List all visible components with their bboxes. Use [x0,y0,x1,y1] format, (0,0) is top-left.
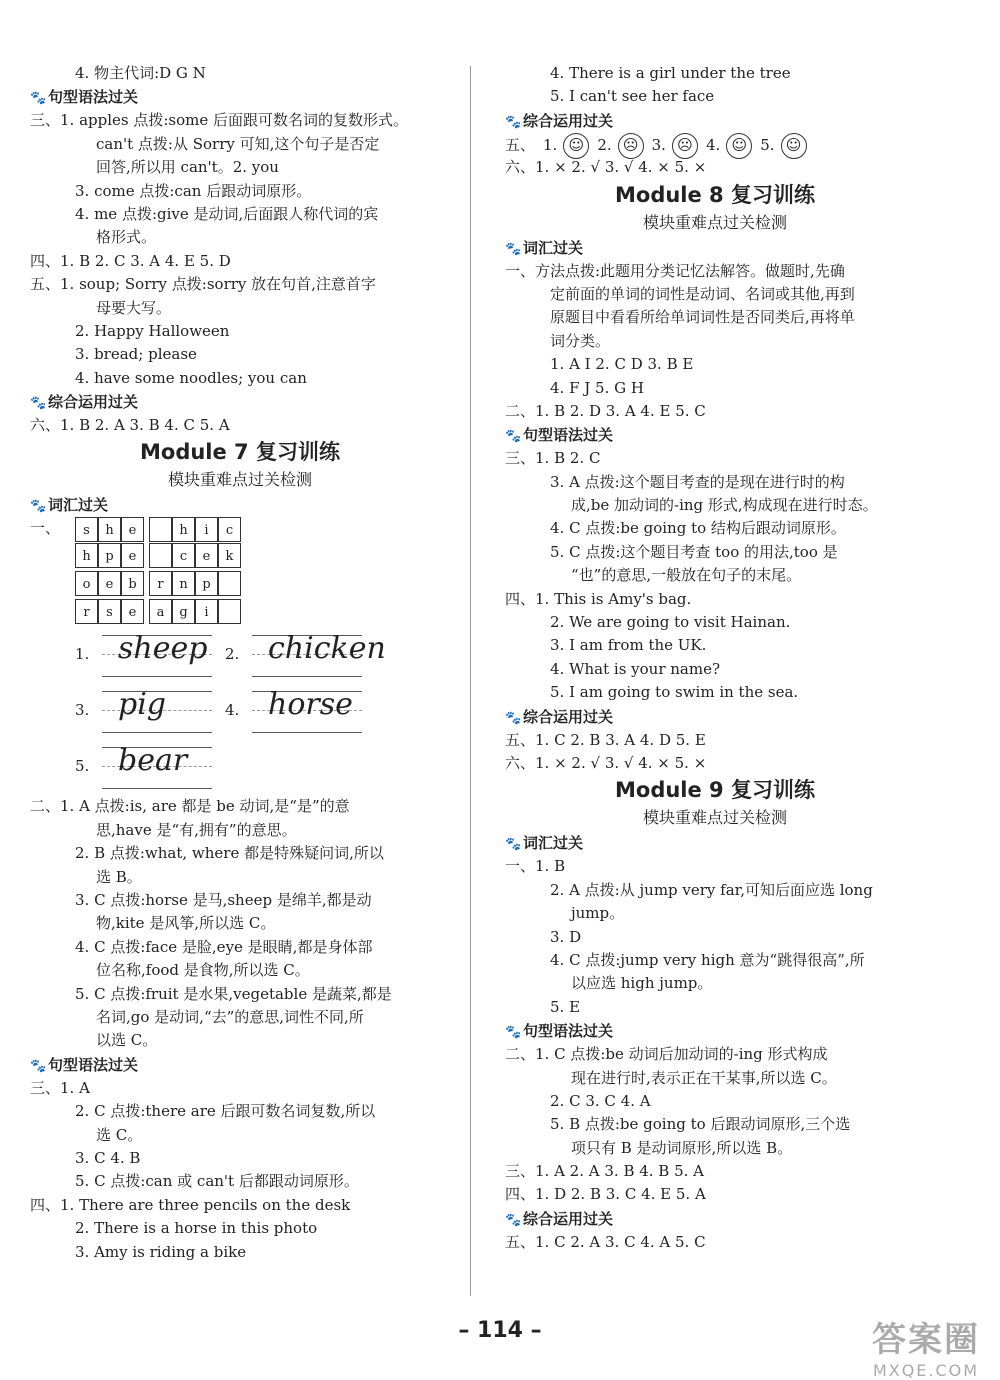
answer-line: 名词,go 是动词,“去”的意思,词性不同,所 [96,1007,364,1026]
paw-icon: 🐾 [30,1058,47,1074]
page-number: – 114 – [458,1318,542,1343]
module-title: Module 8 复习训练 [615,182,815,207]
section-heading: 🐾 句型语法过关 [505,423,925,447]
answer-line: 成,be 加动词的-ing 形式,构成现在进行时态。 [571,496,878,515]
grid-cell: b [121,571,144,596]
grid-cell: r [149,571,172,596]
grid-cell: i [195,517,218,542]
write-row [30,627,450,683]
section-heading: 🐾 句型语法过关 [30,85,450,109]
paw-icon: 🐾 [505,241,522,257]
answer-line: 4. have some noodles; you can [75,368,307,387]
left-column [30,62,450,1264]
grid-cell: g [172,599,195,624]
answer-line: 词分类。 [550,331,611,350]
answer-line: 4. C 点拨:be going to 结构后跟动词原形。 [550,519,846,538]
sad-face-icon: ☹ [618,133,644,159]
right-column [505,62,925,1254]
grid-cell: e [121,543,144,568]
answer-line: 3. I am from the UK. [550,636,707,655]
grid-cell: e [195,543,218,568]
section-heading: 🐾 句型语法过关 [30,1053,450,1077]
answer-line: 3. C 点拨:horse 是马,sheep 是绵羊,都是动 [75,891,372,910]
grid-cell: c [172,543,195,568]
grid-cell: p [195,571,218,596]
answer-line: 三、1. A 2. A 3. B 4. B 5. A [505,1162,705,1181]
item-number: 2. [597,135,612,154]
grid-cell: e [121,517,144,542]
grid-cell: n [172,571,195,596]
section-heading: 🐾 词汇过关 [30,493,450,517]
answer-line: can't 点拨:从 Sorry 可知,这个句子是否定 [96,134,380,153]
answer-line: 3. Amy is riding a bike [75,1242,247,1261]
grid-cell: h [98,517,121,542]
item-number: 5. [75,757,90,776]
answer-line: 4. C 点拨:jump very high 意为“跳得很高”,所 [550,950,865,969]
grid-cell: i [195,599,218,624]
block [30,109,450,390]
paw-icon: 🐾 [30,91,47,107]
item-number: 4. [705,135,721,154]
handwritten-word: sheep [118,631,208,667]
question-label: 一、 [30,519,61,538]
module-title: Module 9 复习训练 [615,778,815,803]
paw-icon: 🐾 [30,396,47,412]
block [505,260,925,424]
answer-line: 2. A 点拨:从 jump very far,可知后面应选 long [550,880,873,899]
answer-line: 原题目中看看所给单词词性是否同类后,再将单 [550,308,855,327]
section-heading: 🐾 综合运用过关 [505,705,925,729]
grid-cell: e [98,571,121,596]
block [505,62,925,109]
answer-line: 三、1. B 2. C [505,449,601,468]
answer-line: jump。 [571,904,625,923]
answer-line: 3. C 4. B [75,1148,141,1167]
answer-line: 六、1. × 2. √ 3. √ 4. × 5. × [505,158,707,177]
answer-line: “也”的意思,一般放在句子的末尾。 [571,566,802,585]
block [505,447,925,704]
answer-line: 以应选 high jump。 [571,974,713,993]
answer-line: 5. E [550,997,581,1016]
grid-cell: r [75,599,98,624]
paw-icon: 🐾 [505,1025,522,1041]
block [30,414,450,437]
answer-line: 二、1. A 点拨:is, are 都是 be 动词,是“是”的意 [30,797,350,816]
answer-line: 五、1. C 2. A 3. C 4. A 5. C [505,1232,706,1251]
write-row [30,739,450,795]
answer-line: 物,kite 是风筝,所以选 C。 [96,914,276,933]
answer-line: 5. I can't see her face [550,87,715,106]
paw-icon: 🐾 [30,499,47,515]
grid-cell: h [172,517,195,542]
answer-line: 二、1. C 点拨:be 动词后加动词的-ing 形式构成 [505,1045,828,1064]
paw-icon: 🐾 [505,1212,522,1228]
answer-line: 1. A I 2. C D 3. B E [550,355,694,374]
answer-line: 5. C 点拨:can 或 can't 后都跟动词原形。 [75,1172,359,1191]
grid-cell: k [218,543,241,568]
answer-line: 四、1. B 2. C 3. A 4. E 5. D [30,251,231,270]
answer-line: 项只有 B 是动词原形,所以选 B。 [571,1138,793,1157]
block [30,795,450,1052]
answer-line: 4. me 点拨:give 是动词,后面跟人称代词的宾 [75,204,379,223]
face-answers [505,133,925,156]
block [505,855,925,1019]
smiley-face-icon: ☺ [726,133,752,159]
answer-line: 4. C 点拨:face 是脸,eye 是眼睛,都是身体部 [75,937,373,956]
section-heading: 🐾 综合运用过关 [505,1207,925,1231]
module-subtitle: 模块重难点过关检测 [642,212,787,232]
answer-line: 5. B 点拨:be going to 后跟动词原形,三个选 [550,1115,851,1134]
answer-line: 格形式。 [96,228,157,247]
section-heading: 🐾 词汇过关 [505,831,925,855]
handwriting-answers [30,627,450,795]
section-heading: 🐾 句型语法过关 [505,1019,925,1043]
answer-line: 4. 物主代词:D G N [75,64,206,82]
answer-line: 四、1. There are three pencils on the desk [30,1195,351,1214]
section-heading: 🐾 综合运用过关 [30,390,450,414]
grid-cell: h [75,543,98,568]
answer-line: 现在进行时,表示正在干某事,所以选 C。 [571,1068,837,1087]
block [505,156,925,179]
item-number: 3. [75,701,90,720]
answer-line: 一、1. B [505,857,566,876]
watermark-logo: 答案圈 MXQE.COM [872,1320,980,1380]
grid-cell: e [121,599,144,624]
answer-line: 4. There is a girl under the tree [550,64,791,82]
answer-line: 选 B。 [96,867,142,886]
grid-cell [218,571,241,596]
grid-cell: s [98,599,121,624]
answer-line: 5. I am going to swim in the sea. [550,683,799,702]
answer-line: 三、1. apples 点拨:some 后面跟可数名词的复数形式。 [30,111,409,130]
answer-line: 思,have 是“有,拥有”的意思。 [96,820,297,839]
smiley-face-icon: ☺ [563,133,589,159]
column-divider [470,66,471,1296]
word-search-grid [30,517,450,627]
block [30,1077,450,1264]
answer-line: 3. A 点拨:这个题目考查的是现在进行时的构 [550,472,845,491]
smiley-face-icon: ☺ [781,133,807,159]
grid-cell: c [218,517,241,542]
answer-line: 五、1. C 2. B 3. A 4. D 5. E [505,730,706,749]
paw-icon: 🐾 [505,710,522,726]
answer-line: 3. come 点拨:can 后跟动词原形。 [75,181,312,200]
answer-line: 五、1. soup; Sorry 点拨:sorry 放在句首,注意首字 [30,275,376,294]
answer-line: 选 C。 [96,1125,143,1144]
answer-line: 3. bread; please [75,345,197,364]
block [505,729,925,776]
module-title: Module 7 复习训练 [140,440,340,465]
grid-cell: p [98,543,121,568]
paw-icon: 🐾 [505,429,522,445]
answer-line: 六、1. × 2. √ 3. √ 4. × 5. × [505,753,707,772]
answer-line: 位名称,food 是食物,所以选 C。 [96,961,310,980]
module-subtitle: 模块重难点过关检测 [167,470,312,490]
answer-line: 回答,所以用 can't。2. you [96,158,279,177]
block [30,62,450,85]
item-number: 1. [543,135,558,154]
block [505,1043,925,1207]
answer-line: 以选 C。 [96,1031,158,1050]
answer-line: 2. C 3. C 4. A [550,1091,651,1110]
handwritten-word: pig [118,687,167,723]
answer-line: 2. C 点拨:there are 后跟可数名词复数,所以 [75,1102,376,1121]
grid-cell: s [75,517,98,542]
answer-line: 2. We are going to visit Hainan. [550,613,791,632]
answer-line: 5. C 点拨:这个题目考查 too 的用法,too 是 [550,542,838,561]
question-label: 五、 [505,135,536,154]
item-number: 4. [225,701,240,720]
write-row [30,683,450,739]
answer-line: 四、1. This is Amy's bag. [505,589,692,608]
grid-cell: a [149,599,172,624]
item-number: 5. [760,135,775,154]
handwritten-word: bear [118,743,188,779]
item-number: 2. [225,645,240,664]
answer-line: 母要大写。 [96,298,172,317]
grid-cell [218,599,241,624]
answer-line: 3. D [550,927,582,946]
handwritten-word: horse [268,687,353,723]
item-number: 3. [651,135,666,154]
paw-icon: 🐾 [505,114,522,130]
section-heading: 🐾 词汇过关 [505,236,925,260]
answer-line: 一、方法点拨:此题用分类记忆法解答。做题时,先确 [505,261,845,280]
handwritten-word: chicken [268,631,386,667]
grid-cell: o [75,571,98,596]
item-number: 1. [75,645,90,664]
module-subtitle: 模块重难点过关检测 [642,808,787,828]
block [505,1231,925,1254]
sad-face-icon: ☹ [672,133,698,159]
answer-line: 4. F J 5. G H [550,378,644,397]
answer-line: 定前面的单词的词性是动词、名词或其他,再到 [550,284,855,303]
answer-line: 5. C 点拨:fruit 是水果,vegetable 是蔬菜,都是 [75,984,392,1003]
grid-cell [149,517,172,542]
answer-line: 四、1. D 2. B 3. C 4. E 5. A [505,1185,706,1204]
grid-cell [149,543,172,568]
answer-line: 2. There is a horse in this photo [75,1219,318,1238]
answer-line: 4. What is your name? [550,659,721,678]
answer-line: 六、1. B 2. A 3. B 4. C 5. A [30,416,230,435]
paw-icon: 🐾 [505,837,522,853]
answer-line: 2. Happy Halloween [75,321,230,340]
answer-line: 2. B 点拨:what, where 都是特殊疑问词,所以 [75,844,384,863]
answer-line: 二、1. B 2. D 3. A 4. E 5. C [505,401,706,420]
section-heading: 🐾 综合运用过关 [505,109,925,133]
answer-line: 三、1. A [30,1078,90,1097]
